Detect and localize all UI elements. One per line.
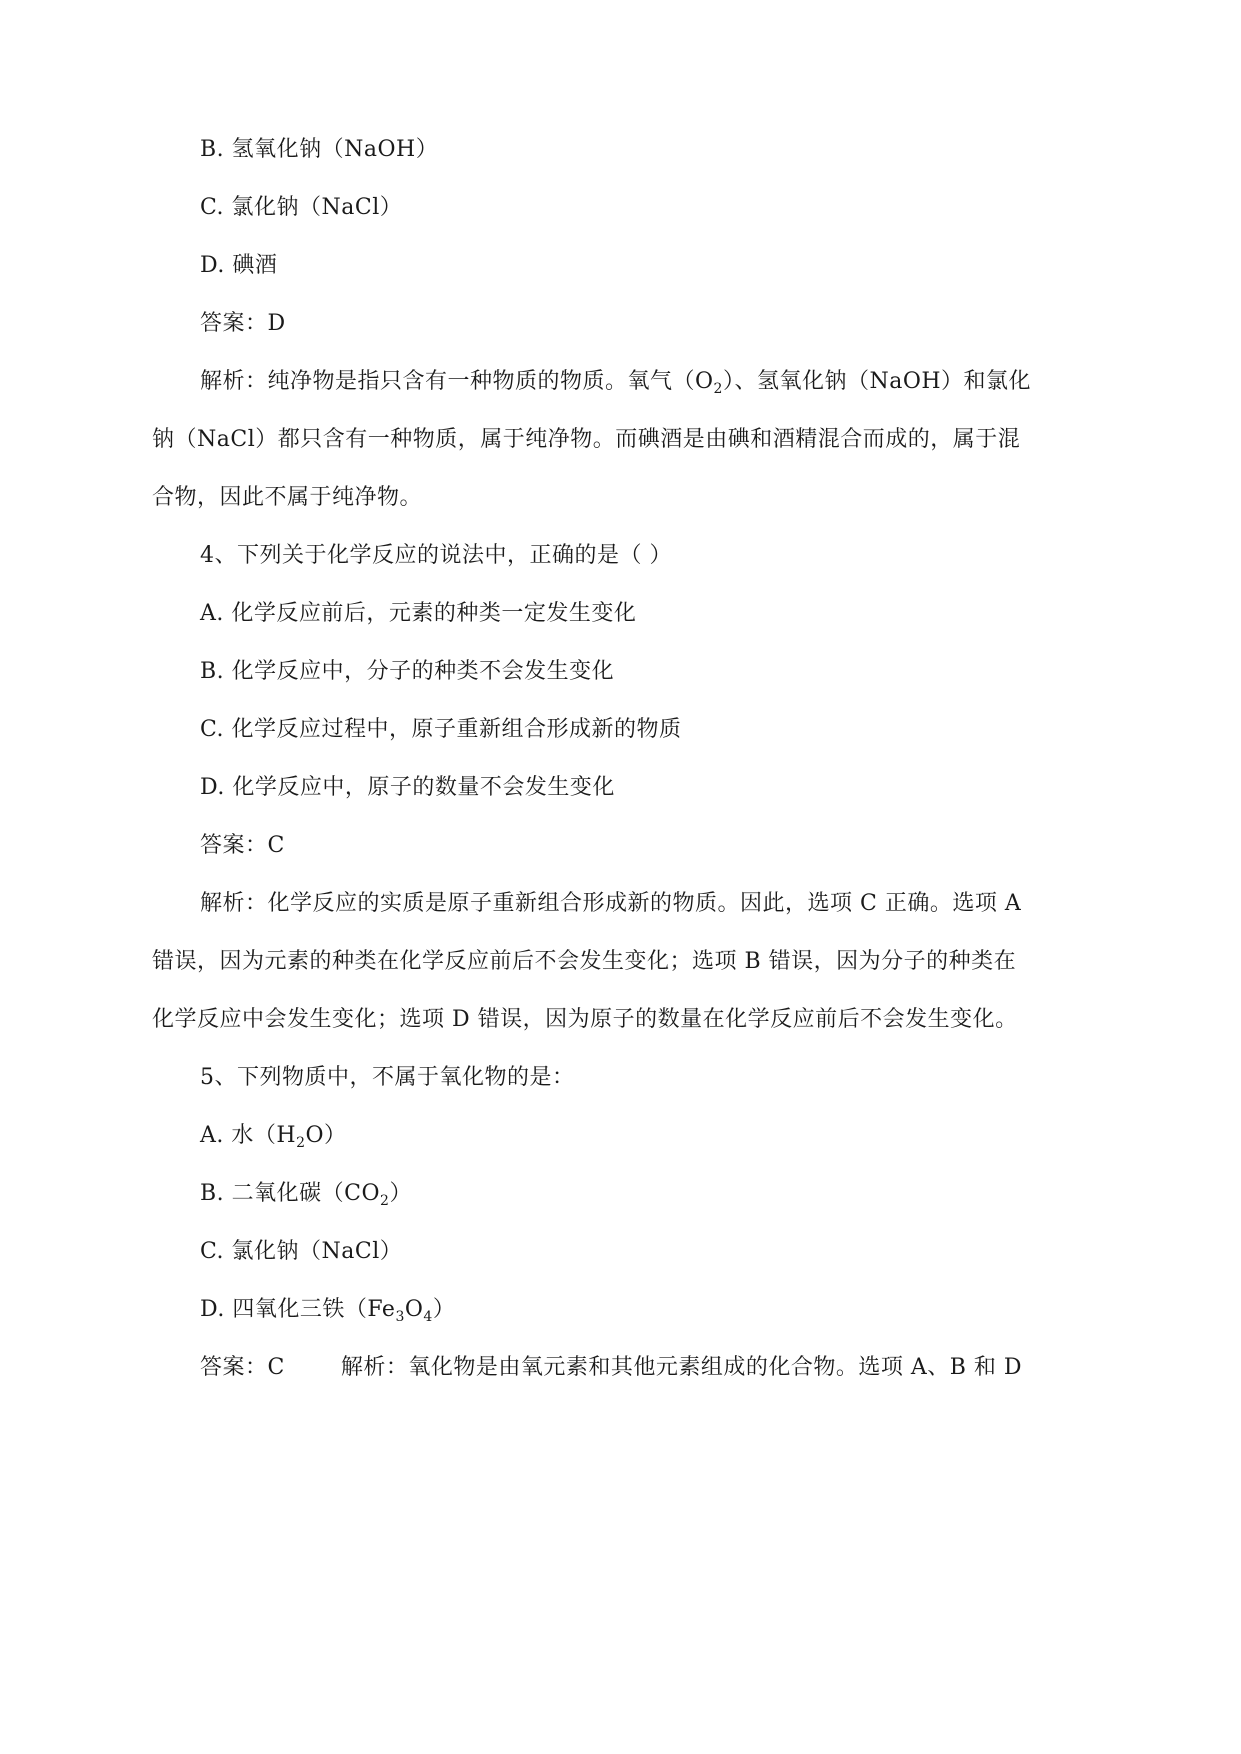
q5-question: 5、下列物质中，不属于氧化物的是： (200, 1065, 575, 1090)
q3-option-c: C. 氯化钠（NaCl） (200, 195, 403, 220)
q3-analysis-line3: 合物，因此不属于纯净物。 (152, 485, 423, 510)
q3-analysis-text-b: ）、氢氧化钠（NaOH）和氯化 (722, 369, 1032, 394)
q4-answer: 答案：C (200, 833, 285, 858)
q5-option-a-post: O） (305, 1123, 347, 1148)
q3-analysis-text-a: 解析：纯净物是指只含有一种物质的物质。氧气（O (200, 369, 714, 394)
q5-option-d-post: ） (432, 1297, 456, 1322)
q5-option-a-pre: A. 水（H (200, 1123, 297, 1148)
q5-answer: 答案：C (200, 1355, 285, 1380)
q5-answer-analysis (200, 1353, 1022, 1383)
q4-option-d: D. 化学反应中，原子的数量不会发生变化 (200, 775, 615, 800)
q3-option-b: B. 氢氧化钠（NaOH） (200, 137, 439, 162)
q5-analysis: 解析：氧化物是由氧元素和其他元素组成的化合物。选项 A、B 和 D (340, 1355, 1023, 1380)
q5-option-d-mid: O (404, 1297, 424, 1322)
q3-answer: 答案：D (200, 311, 286, 336)
q5-option-d-sub1: 3 (395, 1309, 405, 1325)
q5-option-b-pre: B. 二氧化碳（CO (200, 1181, 381, 1206)
q5-option-d (200, 1295, 455, 1325)
q5-option-b (200, 1179, 412, 1209)
q5-option-d-sub2: 4 (423, 1309, 433, 1325)
q3-analysis-line2: 钠（NaCl）都只含有一种物质，属于纯净物。而碘酒是由碘和酒精混合而成的，属于混 (152, 427, 1021, 452)
q4-option-c: C. 化学反应过程中，原子重新组合形成新的物质 (200, 717, 682, 742)
q4-option-a: A. 化学反应前后，元素的种类一定发生变化 (200, 601, 637, 626)
q5-option-c: C. 氯化钠（NaCl） (200, 1239, 403, 1264)
q5-option-a (200, 1121, 347, 1151)
q3-analysis-sub: 2 (713, 381, 723, 397)
q5-option-a-sub: 2 (296, 1135, 306, 1151)
q4-analysis-line3: 化学反应中会发生变化；选项 D 错误，因为原子的数量在化学反应前后不会发生变化。 (152, 1007, 1018, 1032)
q3-analysis-line1 (200, 367, 1031, 397)
q4-analysis-line2: 错误，因为元素的种类在化学反应前后不会发生变化；选项 B 错误，因为分子的种类在 (152, 949, 1017, 974)
q3-option-d: D. 碘酒 (200, 253, 278, 278)
q5-option-b-post: ） (389, 1181, 412, 1206)
q4-question: 4、下列关于化学反应的说法中，正确的是（ ） (200, 543, 672, 568)
q5-option-d-pre: D. 四氧化三铁（Fe (200, 1297, 396, 1322)
q4-option-b: B. 化学反应中，分子的种类不会发生变化 (200, 659, 615, 684)
q4-analysis-line1: 解析：化学反应的实质是原子重新组合形成新的物质。因此，选项 C 正确。选项 A (200, 891, 1022, 916)
q5-option-b-sub: 2 (380, 1193, 390, 1209)
